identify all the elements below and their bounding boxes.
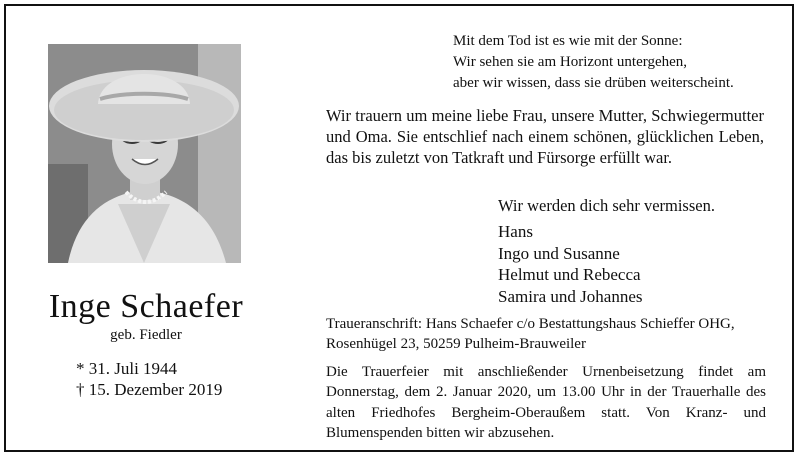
- quote-line: Mit dem Tod ist es wie mit der Sonne:: [453, 33, 683, 49]
- miss-text: Wir werden dich sehr vermissen.: [498, 196, 715, 215]
- ceremony-text: Die Trauerfeier mit anschließender Urnenbeisetzung findet am Donnerstag, dem 2. Januar 2020, um 13.00 Uhr in der Trauerhalle des alten Friedhofes Bergheim-Oberaußem statt. Von Kranz- und Blumenspenden bitten wir abzusehen.: [326, 364, 766, 441]
- memorial-quote: [453, 31, 734, 94]
- portrait-photo: [48, 44, 241, 263]
- quote-line: Wir sehen sie am Horizont untergehen,: [453, 54, 688, 70]
- family-member: Hans: [498, 222, 533, 241]
- family-member: Ingo und Susanne: [498, 243, 620, 263]
- mourning-text: Wir trauern um meine liebe Frau, unsere Mutter, Schwiegermutter und Oma. Sie entschlief nach einem schönen, glücklichen Leben, das bis zuletzt von Tatkraft und Fürsorge erfüllt war.: [326, 106, 764, 168]
- life-dates: [76, 358, 222, 400]
- quote-line: aber wir wissen, dass sie drüben weiterscheint.: [453, 75, 734, 91]
- address-line: Rosenhügel 23, 50259 Pulheim-Brauweiler: [326, 336, 586, 352]
- family-list: [498, 221, 642, 307]
- family-member: Helmut und Rebecca: [498, 265, 641, 284]
- deceased-name: Inge Schaefer: [48, 288, 244, 325]
- birth-date: * 31. Juli 1944: [76, 359, 178, 378]
- family-member: Samira und Johannes: [498, 286, 643, 306]
- death-date: † 15. Dezember 2019: [76, 380, 223, 399]
- mourning-address: [326, 314, 766, 354]
- address-line: Traueranschrift: Hans Schaefer c/o Bestattungshaus Schieffer OHG,: [326, 316, 735, 332]
- maiden-name: geb. Fiedler: [110, 327, 182, 343]
